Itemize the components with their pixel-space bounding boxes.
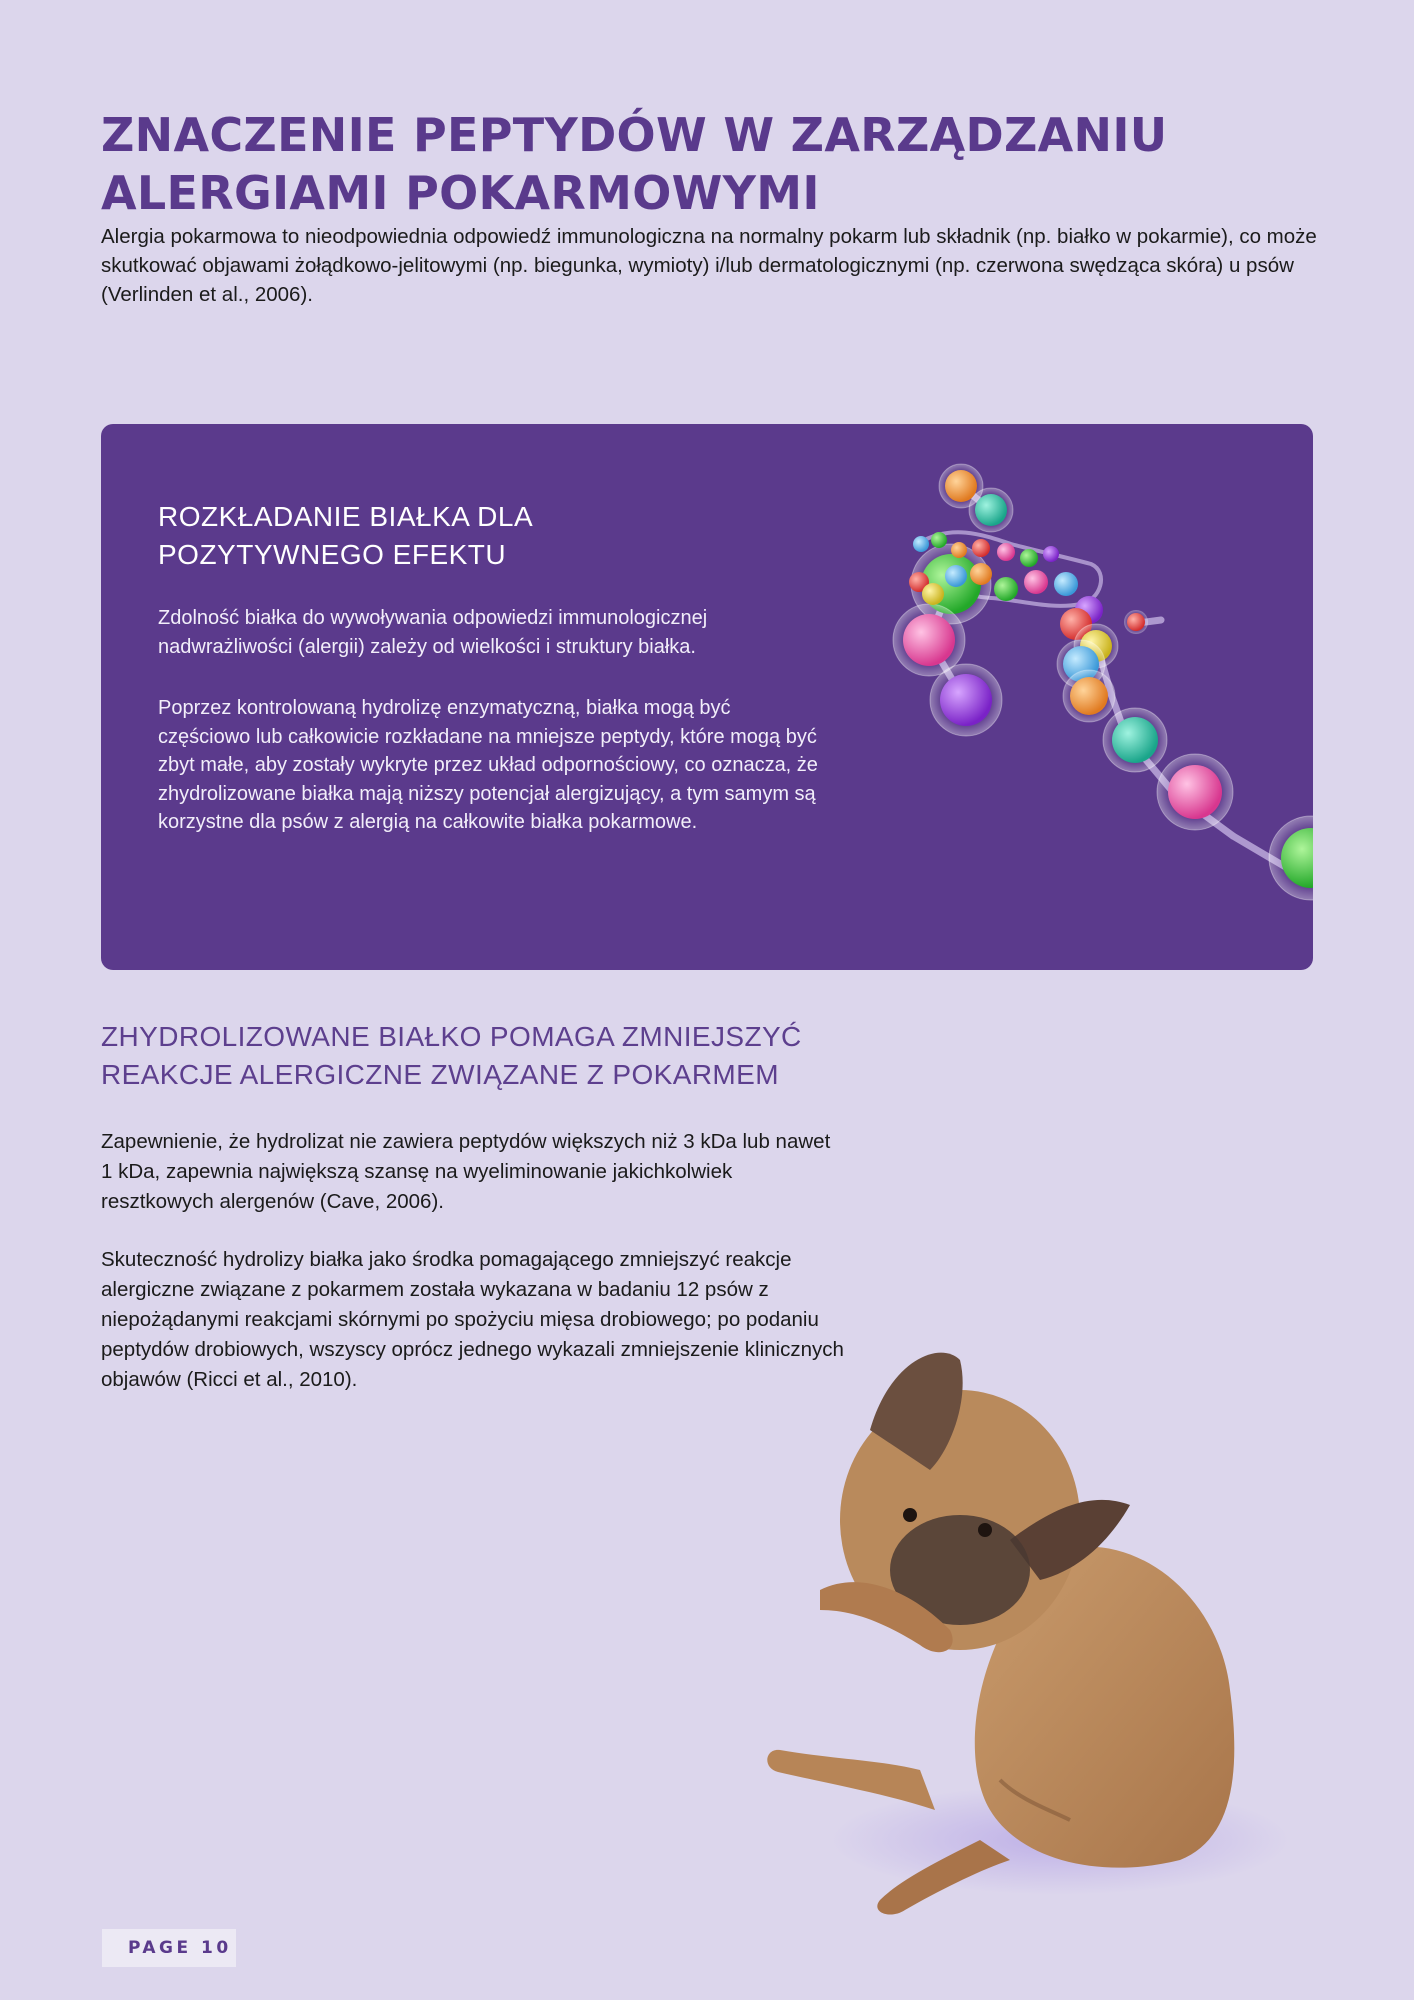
page-number-label: PAGE 10 [128,1938,232,1958]
panel-paragraph-2: Poprzez kontrolowaną hydrolizę enzymatyczną, białka mogą być częściowo lub całkowicie rozkładane na mniejsze peptydy, które mogą być zbyt małe, aby zostały wykryte przez układ odpornościowy, co oznacza, że zhydrolizowane białka mają niższy potencjał alergizujący, a tym samym są korzystne dla psów z alergią na całkowite białka pokarmowe. [158,697,818,833]
section-paragraph-1: Zapewnienie, że hydrolizat nie zawiera peptydów większych niż 3 kDa lub nawet 1 kDa, zapewnia największą szansę na wyeliminowanie jakichkolwiek resztkowych alergenów (Cave, 2006). [101,1130,831,1213]
section-heading: ZHYDROLIZOWANE BIAŁKO POMAGA ZMNIEJSZYĆ REAKCJE ALERGICZNE ZWIĄZANE Z POKARMEM [101,1021,802,1090]
panel-heading: ROZKŁADANIE BIAŁKA DLA POZYTYWNEGO EFEKTU [158,501,532,570]
peptide-molecule-illustration [841,424,1313,970]
page-title: ZNACZENIE PEPTYDÓW W ZARZĄDZANIU ALERGIAMI POKARMOWYMI [101,108,1168,220]
info-panel [101,424,1313,970]
panel-paragraph-1: Zdolność białka do wywoływania odpowiedzi immunologicznej nadwrażliwości (alergii) zależy od wielkości i struktury białka. [158,607,708,658]
dog-photo [760,1340,1320,1920]
page-number-badge [102,1929,236,1967]
intro-paragraph: Alergia pokarmowa to nieodpowiednia odpowiedź immunologiczna na normalny pokarm lub składnik (np. białko w pokarmie), co może skutkować objawami żołądkowo-jelitowymi (np. biegunka, wymioty) i/lub dermatologicznymi (np. czerwona swędząca skóra) u psów (Verlinden et al., 2006). [101,225,1317,306]
section-paragraph-2: Skuteczność hydrolizy białka jako środka pomagającego zmniejszyć reakcje alergiczne związane z pokarmem została wykazana w badaniu 12 psów z niepożądanymi reakcjami skórnymi po spożyciu mięsa drobiowego; po podaniu peptydów drobiowych, wszyscy oprócz jednego wykazali zmniejszenie klinicznych objawów (Ricci et al., 2010). [101,1248,844,1391]
